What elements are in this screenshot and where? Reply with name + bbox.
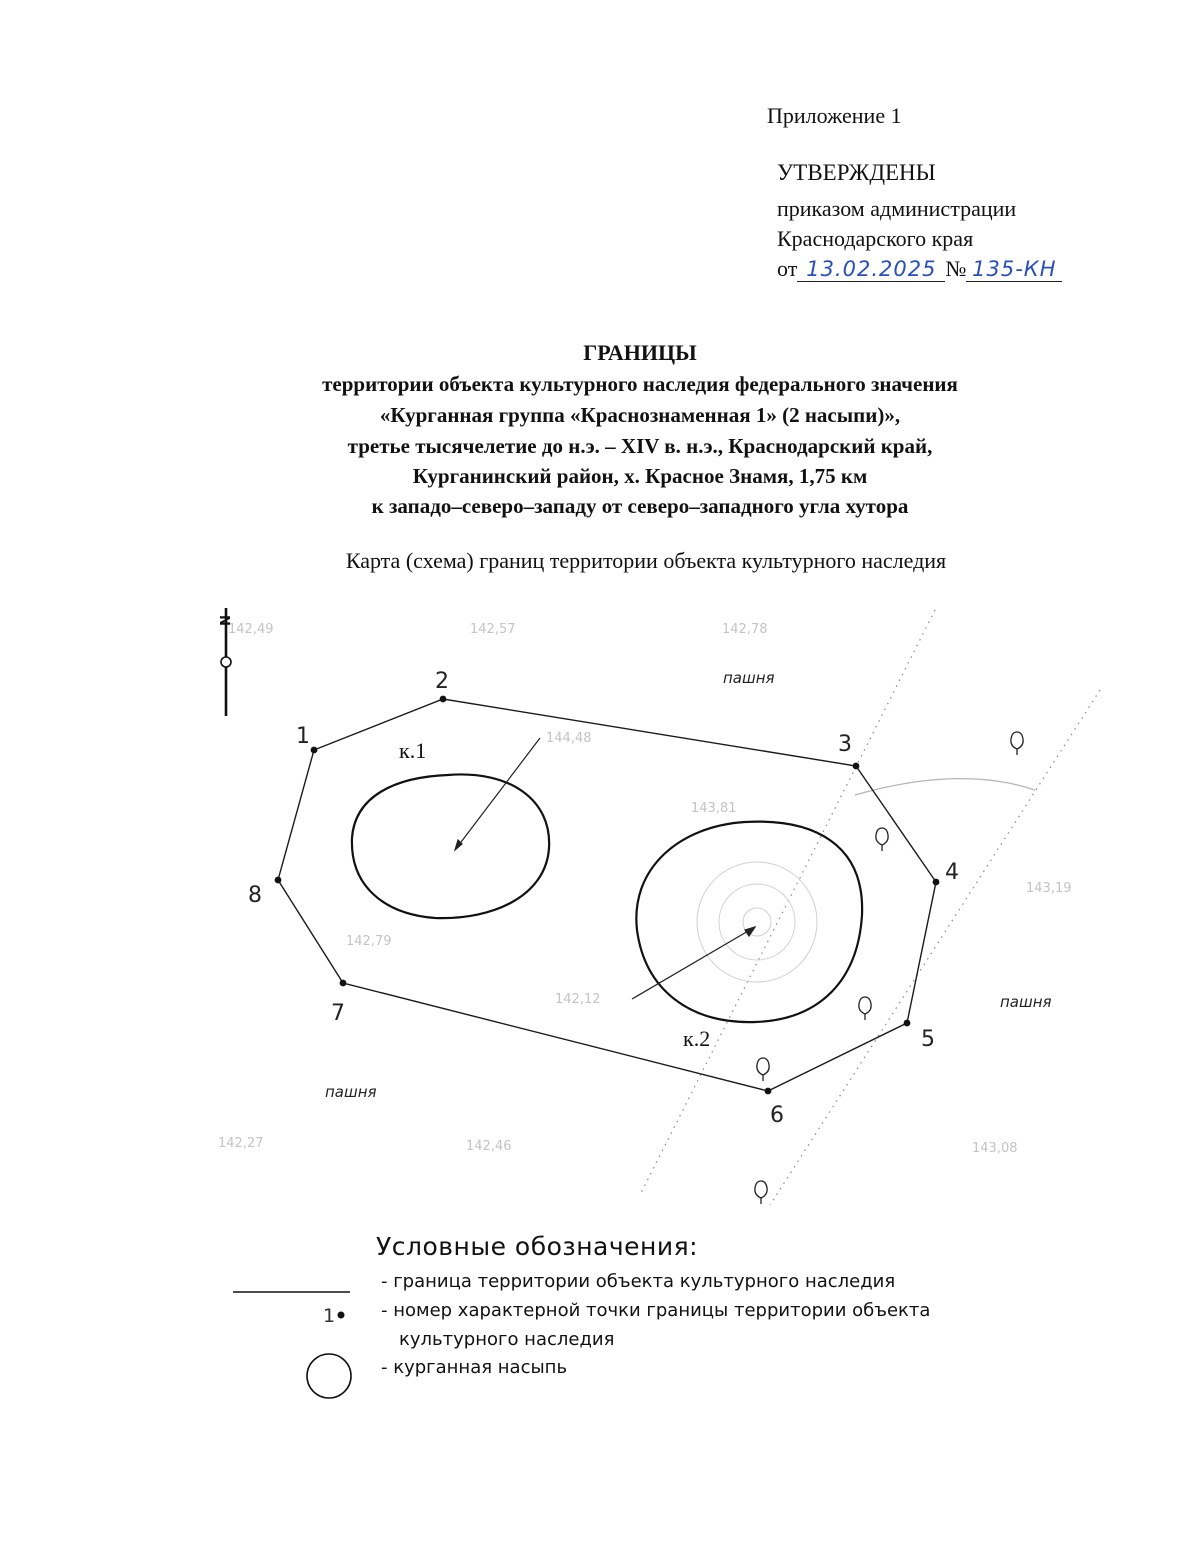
mound-label: к.2 <box>683 1026 711 1051</box>
tree-icon <box>757 1058 769 1081</box>
legend-point-number: 1 <box>323 1305 336 1327</box>
land-label: пашня <box>723 669 775 687</box>
legend-title: Условные обозначения: <box>376 1232 699 1261</box>
boundary-point-7 <box>340 980 347 987</box>
boundary-map <box>180 600 1140 1220</box>
mound-2-outline <box>636 822 862 1022</box>
legend-symbols <box>225 1260 375 1405</box>
point-number: 7 <box>331 1001 345 1026</box>
title-line-5: к западо–северо–западу от северо–западного угла хутора <box>371 494 909 518</box>
number-prefix: № <box>945 256 967 281</box>
point-number: 3 <box>838 732 852 757</box>
tree-icon <box>876 828 888 851</box>
elevation-mark: 142,49 <box>228 622 274 637</box>
boundary-point-6 <box>765 1088 772 1095</box>
point-number: 5 <box>921 1027 935 1052</box>
appendix-label: Приложение 1 <box>767 103 902 128</box>
point-number: 8 <box>248 883 262 908</box>
elevation-mark: 142,79 <box>346 934 392 949</box>
north-arrow-icon <box>216 608 231 716</box>
north-label: N <box>216 615 231 626</box>
legend-point-text-continued: культурного наследия <box>399 1329 615 1350</box>
point-number: 2 <box>435 669 449 694</box>
title-line-1: территории объекта культурного наследия федерального значения <box>322 372 958 396</box>
tree-icon <box>859 997 871 1020</box>
tree-icon <box>755 1181 767 1204</box>
elevation-mark: 143,08 <box>972 1141 1018 1156</box>
mound-2-pointer <box>632 927 755 999</box>
mound-label: к.1 <box>399 738 427 763</box>
elevation-mark: 142,12 <box>555 992 601 1007</box>
land-label: пашня <box>1000 993 1052 1011</box>
territory-boundary <box>278 699 936 1091</box>
number-field: 135-КН <box>966 257 1062 282</box>
date-prefix: от <box>777 256 798 281</box>
point-number: 4 <box>945 860 959 885</box>
boundary-point-1 <box>311 747 318 754</box>
land-label: пашня <box>325 1083 377 1101</box>
boundary-point-3 <box>853 763 860 770</box>
point-number: 1 <box>296 724 310 749</box>
elevation-mark: 144,48 <box>546 731 592 746</box>
arrow-head-icon <box>745 927 755 936</box>
title-line-4: Курганинский район, х. Красное Знамя, 1,75 км <box>412 464 868 488</box>
order-line-1: приказом администрации <box>777 196 1017 221</box>
legend-mound-circle <box>307 1354 351 1398</box>
legend-point-text: - номер характерной точки границы территории объекта <box>381 1300 931 1321</box>
order-line-2: Краснодарского края <box>777 226 974 251</box>
order-date-number-row <box>777 256 1062 282</box>
mound-contour-lines <box>697 862 817 982</box>
tree-icon <box>1011 732 1023 755</box>
elevation-mark: 142,46 <box>466 1139 512 1154</box>
document-title: ГРАНИЦЫ <box>583 340 697 365</box>
boundary-point-8 <box>275 877 282 884</box>
mound-1-outline <box>352 774 549 918</box>
map-caption: Карта (схема) границ территории объекта культурного наследия <box>345 548 947 573</box>
title-line-2: «Курганная группа «Краснознаменная 1» (2 насыпи)», <box>379 403 901 427</box>
elevation-mark: 142,78 <box>722 622 768 637</box>
date-field: 13.02.2025 <box>797 257 945 282</box>
faint-arc <box>855 779 1035 795</box>
elevation-mark: 142,57 <box>470 622 516 637</box>
road-strip <box>640 610 1100 1205</box>
elevation-mark: 143,19 <box>1026 881 1072 896</box>
boundary-point-2 <box>440 696 447 703</box>
boundary-point-4 <box>933 879 940 886</box>
legend-point-dot <box>338 1312 345 1319</box>
legend-mound-text: - курганная насыпь <box>381 1357 568 1378</box>
title-line-3: третье тысячелетие до н.э. – XIV в. н.э., Краснодарский край, <box>347 434 933 458</box>
elevation-mark: 142,27 <box>218 1136 264 1151</box>
legend-boundary-text: - граница территории объекта культурного наследия <box>381 1271 896 1292</box>
point-number: 6 <box>770 1103 784 1128</box>
boundary-point-5 <box>904 1020 911 1027</box>
approved-label: УТВЕРЖДЕНЫ <box>777 160 936 185</box>
elevation-mark: 143,81 <box>691 801 737 816</box>
